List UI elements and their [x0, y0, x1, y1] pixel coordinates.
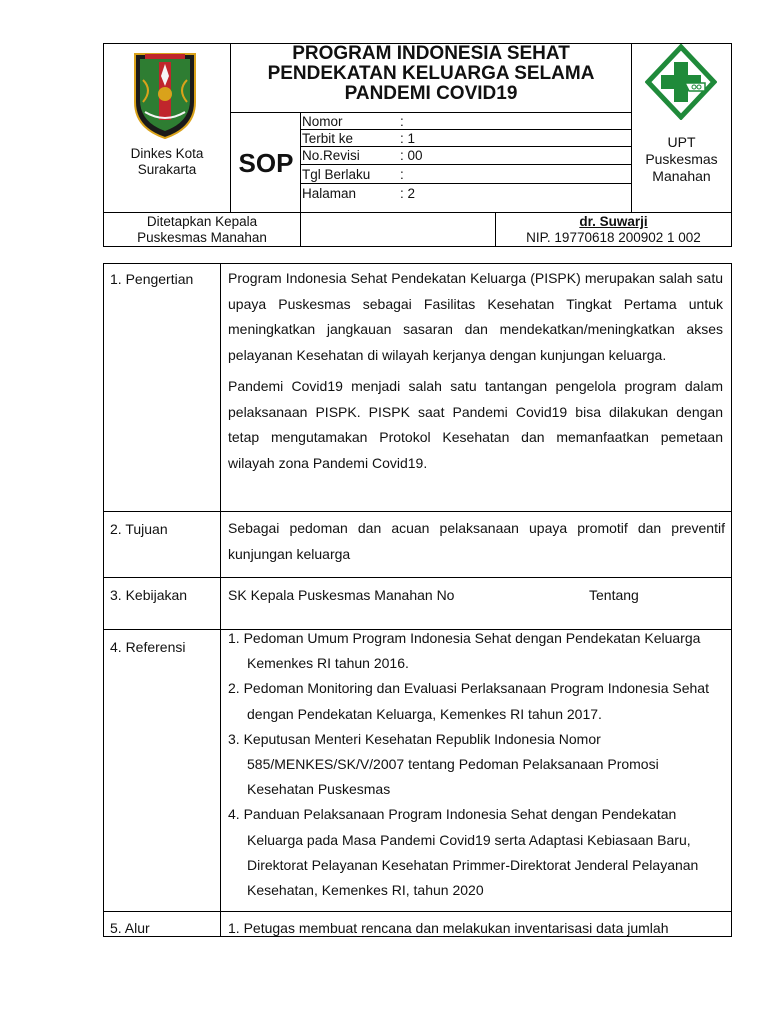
logo-caption: Dinkes Kota Surakarta [130, 146, 204, 177]
referensi-item: 2. Pedoman Monitoring dan Evaluasi Perlaksanaan Program Indonesia Sehat dengan Pendekatan Keluarga, Kemenkes RI tahun 2017. [228, 680, 709, 722]
org-name: UPT Puskesmas Manahan [645, 134, 718, 184]
meta-row-halaman: Halaman : 2 [302, 186, 416, 201]
meta-row-terbit: Terbit ke : 1 [302, 131, 416, 146]
pengertian-paragraph-2: Pandemi Covid19 menjadi salah satu tantangan pengelola program dalam pelaksanaan PISPK. PISPK saat Pandemi Covid19 bisa dilakukan dengan tetap mengutamakan Protokol Kesehatan dan memanfaatkan pemetaan wilayah zona Pandemi Covid19. [228, 378, 723, 471]
puskesmas-logo-icon [645, 44, 717, 120]
meta-row-tgl-berlaku: Tgl Berlaku : [302, 167, 404, 182]
referensi-item: 4. Panduan Pelaksanaan Program Indonesia Sehat dengan Pendekatan Keluarga pada Masa Pandemi Covid19 serta Adaptasi Kebiasaan Baru, Direktorat Pelayanan Kesehatan Primmer-Direktorat Jenderal Pelayanan Kesehatan, Kemenkes RI, tahun 2020 [228, 806, 699, 899]
section-label-tujuan: 2. Tujuan [110, 521, 168, 537]
section-referensi-list [228, 626, 726, 903]
section-label-alur: 5. Alur [110, 920, 150, 936]
meta-row-revisi: No.Revisi : 00 [302, 148, 423, 163]
ditetapkan-label: Ditetapkan Kepala Puskesmas Manahan [137, 214, 267, 245]
section-tujuan-body: Sebagai pedoman dan acuan pelaksanaan upaya promotif dan preventif kunjungan keluarga [228, 520, 725, 562]
referensi-item: 1. Pedoman Umum Program Indonesia Sehat dengan Pendekatan Keluarga Kemenkes RI tahun 2016. [228, 630, 701, 672]
signer-name: dr. Suwarji [579, 214, 648, 229]
section-kebijakan-tentang: Tentang [589, 587, 639, 603]
referensi-item: 3. Keputusan Menteri Kesehatan Republik Indonesia Nomor 585/MENKES/SK/V/2007 tentang Pedoman Pelaksanaan Promosi Kesehatan Puskesmas [228, 730, 659, 798]
signer-block [496, 214, 731, 246]
section-alur-body: 1. Petugas membuat rencana dan melakukan inventarisasi data jumlah [228, 920, 669, 936]
sop-label: SOP [238, 148, 294, 178]
section-label-kebijakan: 3. Kebijakan [110, 587, 188, 603]
section-label-referensi: 4. Referensi [110, 639, 186, 655]
section-label-pengertian: 1. Pengertian [110, 271, 194, 287]
pengertian-paragraph-1: Program Indonesia Sehat Pendekatan Keluarga (PISPK) merupakan salah satu upaya Puskesmas sebagai Fasilitas Kesehatan Tingkat Pertama untuk meningkatkan jangkauan sasaran dan mendekatkan/meningkatkan akses pelayanan Kesehatan di wilayah kerjanya dengan kunjungan keluarga. [228, 270, 723, 363]
signer-nip: NIP. 19770618 200902 1 002 [526, 230, 701, 245]
surakarta-logo-icon [131, 50, 199, 140]
section-kebijakan-body: SK Kepala Puskesmas Manahan No [228, 587, 455, 603]
document-title: PROGRAM INDONESIA SEHAT PENDEKATAN KELUARGA SELAMA PANDEMI COVID19 [267, 43, 595, 104]
meta-row-nomor: Nomor : [302, 114, 404, 129]
section-pengertian-body [228, 266, 723, 476]
